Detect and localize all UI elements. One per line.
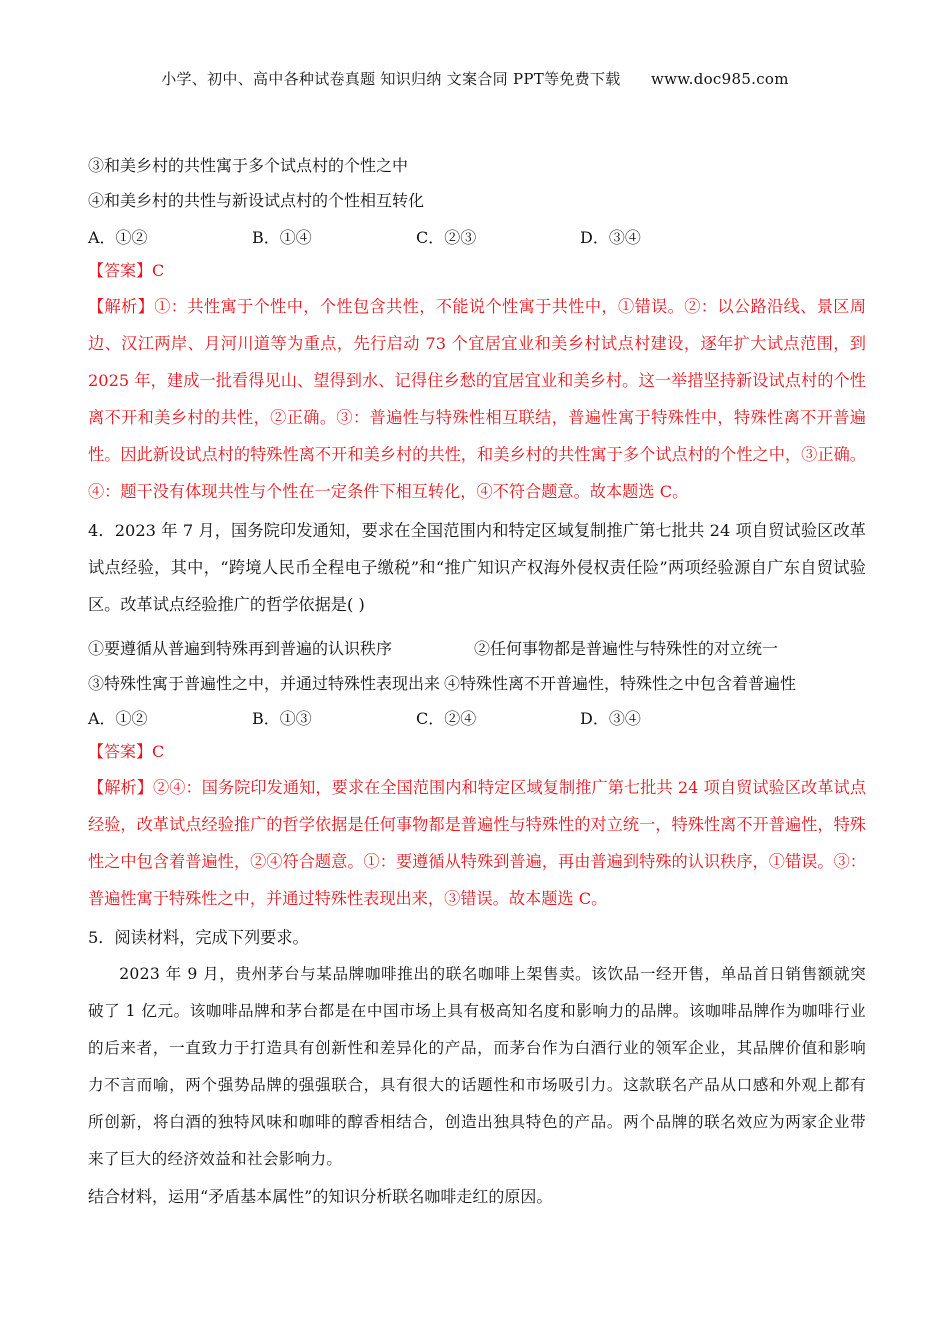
- q3-options: [88, 225, 866, 247]
- q4-statement-3: ③特殊性寓于普遍性之中，并通过特殊性表现出来: [88, 674, 441, 693]
- q4-option-b: B．①③: [252, 709, 312, 728]
- q4-analysis-text: ②④：国务院印发通知，要求在全国范围内和特定区域复制推广第七批共 24 项自贸试验区改革试点经验，改革试点经验推广的哲学依据是任何事物都是普遍性与特殊性的对立统一，特殊性离不开普遍性，特殊性之中包含着普遍性，②④符合题意。①：要遵循从特殊到普遍，再由普遍到特殊的认识秩序，①错误。③：普遍性寓于特殊性之中，并通过特殊性表现出来，③错误。故本题选 C。: [88, 778, 867, 908]
- q5-stem: 5．阅读材料，完成下列要求。: [88, 928, 309, 947]
- q4-answer-value: C: [152, 742, 165, 761]
- q4-analysis: [88, 769, 866, 917]
- q4-answer: [88, 741, 866, 763]
- document-body: [88, 155, 866, 1215]
- q3-statement-4: ④和美乡村的共性与新设试点村的个性相互转化: [88, 191, 425, 210]
- q4-answer-label: 【答案】: [88, 742, 153, 761]
- q5-material: 2023 年 9 月，贵州茅台与某品牌咖啡推出的联名咖啡上架售卖。该饮品一经开售，单品首日销售额就突破了 1 亿元。该咖啡品牌和茅台都是在中国市场上具有极高知名度和影响力的品牌。该咖啡品牌作为咖啡行业的后来者，一直致力于打造具有创新性和差异化的产品，而茅台作为白酒行业的领军企业，其品牌价值和影响力不言而喻，两个强势品牌的强强联合，具有很大的话题性和市场吸引力。这款联名产品从口感和外观上都有所创新，将白酒的独特风味和咖啡的醇香相结合，创造出独具特色的产品。两个品牌的联名效应为两家企业带来了巨大的经济效益和社会影响力。: [88, 965, 866, 1168]
- q4-option-d: D．③④: [580, 709, 641, 728]
- q3-option-a: A．①②: [88, 228, 148, 247]
- q4-option-a: A．①②: [88, 709, 148, 728]
- q4-statement-1: ①要遵循从普遍到特殊再到普遍的认识秩序: [88, 639, 393, 658]
- q4-options: [88, 706, 866, 728]
- q4-statement-4: ④特殊性离不开普遍性，特殊性之中包含着普遍性: [444, 674, 797, 693]
- q3-answer-label: 【答案】: [88, 261, 153, 280]
- q3-analysis-text: ①：共性寓于个性中，个性包含共性，不能说个性寓于共性中，①错误。②：以公路沿线、景区周边、汉江两岸、月河川道等为重点，先行启动 73 个宜居宜业和美乡村试点村建设，逐年扩大试点范围，到 2025 年，建成一批看得见山、望得到水、记得住乡愁的宜居宜业和美乡村。这一举措坚持新设试点村的个性离不开和美乡村的共性，②正确。③：普遍性与特殊性相互联结，普遍性寓于特殊性中，特殊性离不开普遍性。因此新设试点村的特殊性离不开和美乡村的共性，和美乡村的共性寓于多个试点村的个性之中，③正确。④：题干没有体现共性与个性在一定条件下相互转化，④不符合题意。故本题选 C。: [88, 297, 867, 501]
- q4-statements-row-2: [88, 671, 866, 693]
- page-header: 小学、初中、高中各种试卷真题 知识归纳 文案合同 PPT等免费下载 www.doc985.com: [161, 70, 789, 88]
- q3-analysis: [88, 288, 866, 510]
- q3-option-d: D．③④: [580, 228, 641, 247]
- q3-answer-value: C: [152, 261, 165, 280]
- q5-task: 结合材料，运用“矛盾基本属性”的知识分析联名咖啡走红的原因。: [88, 1187, 553, 1206]
- q4-statement-2: ②任何事物都是普遍性与特殊性的对立统一: [474, 639, 779, 658]
- q3-statement-3: ③和美乡村的共性寓于多个试点村的个性之中: [88, 156, 409, 175]
- q3-analysis-label: 【解析】: [88, 297, 155, 316]
- q3-option-b: B．①④: [252, 228, 312, 247]
- q3-option-c: C．②③: [416, 228, 477, 247]
- q4-stem: 4．2023 年 7 月，国务院印发通知，要求在全国范围内和特定区域复制推广第七批共 24 项自贸试验区改革试点经验，其中，“跨境人民币全程电子缴税”和“推广知识产权海外侵权责任险”两项经验源自广东自贸试验区。改革试点经验推广的哲学依据是( ): [88, 521, 866, 614]
- q4-statements-row-1: [88, 636, 866, 658]
- q3-answer: [88, 260, 866, 282]
- q4-option-c: C．②④: [416, 709, 477, 728]
- q4-analysis-label: 【解析】: [88, 778, 153, 797]
